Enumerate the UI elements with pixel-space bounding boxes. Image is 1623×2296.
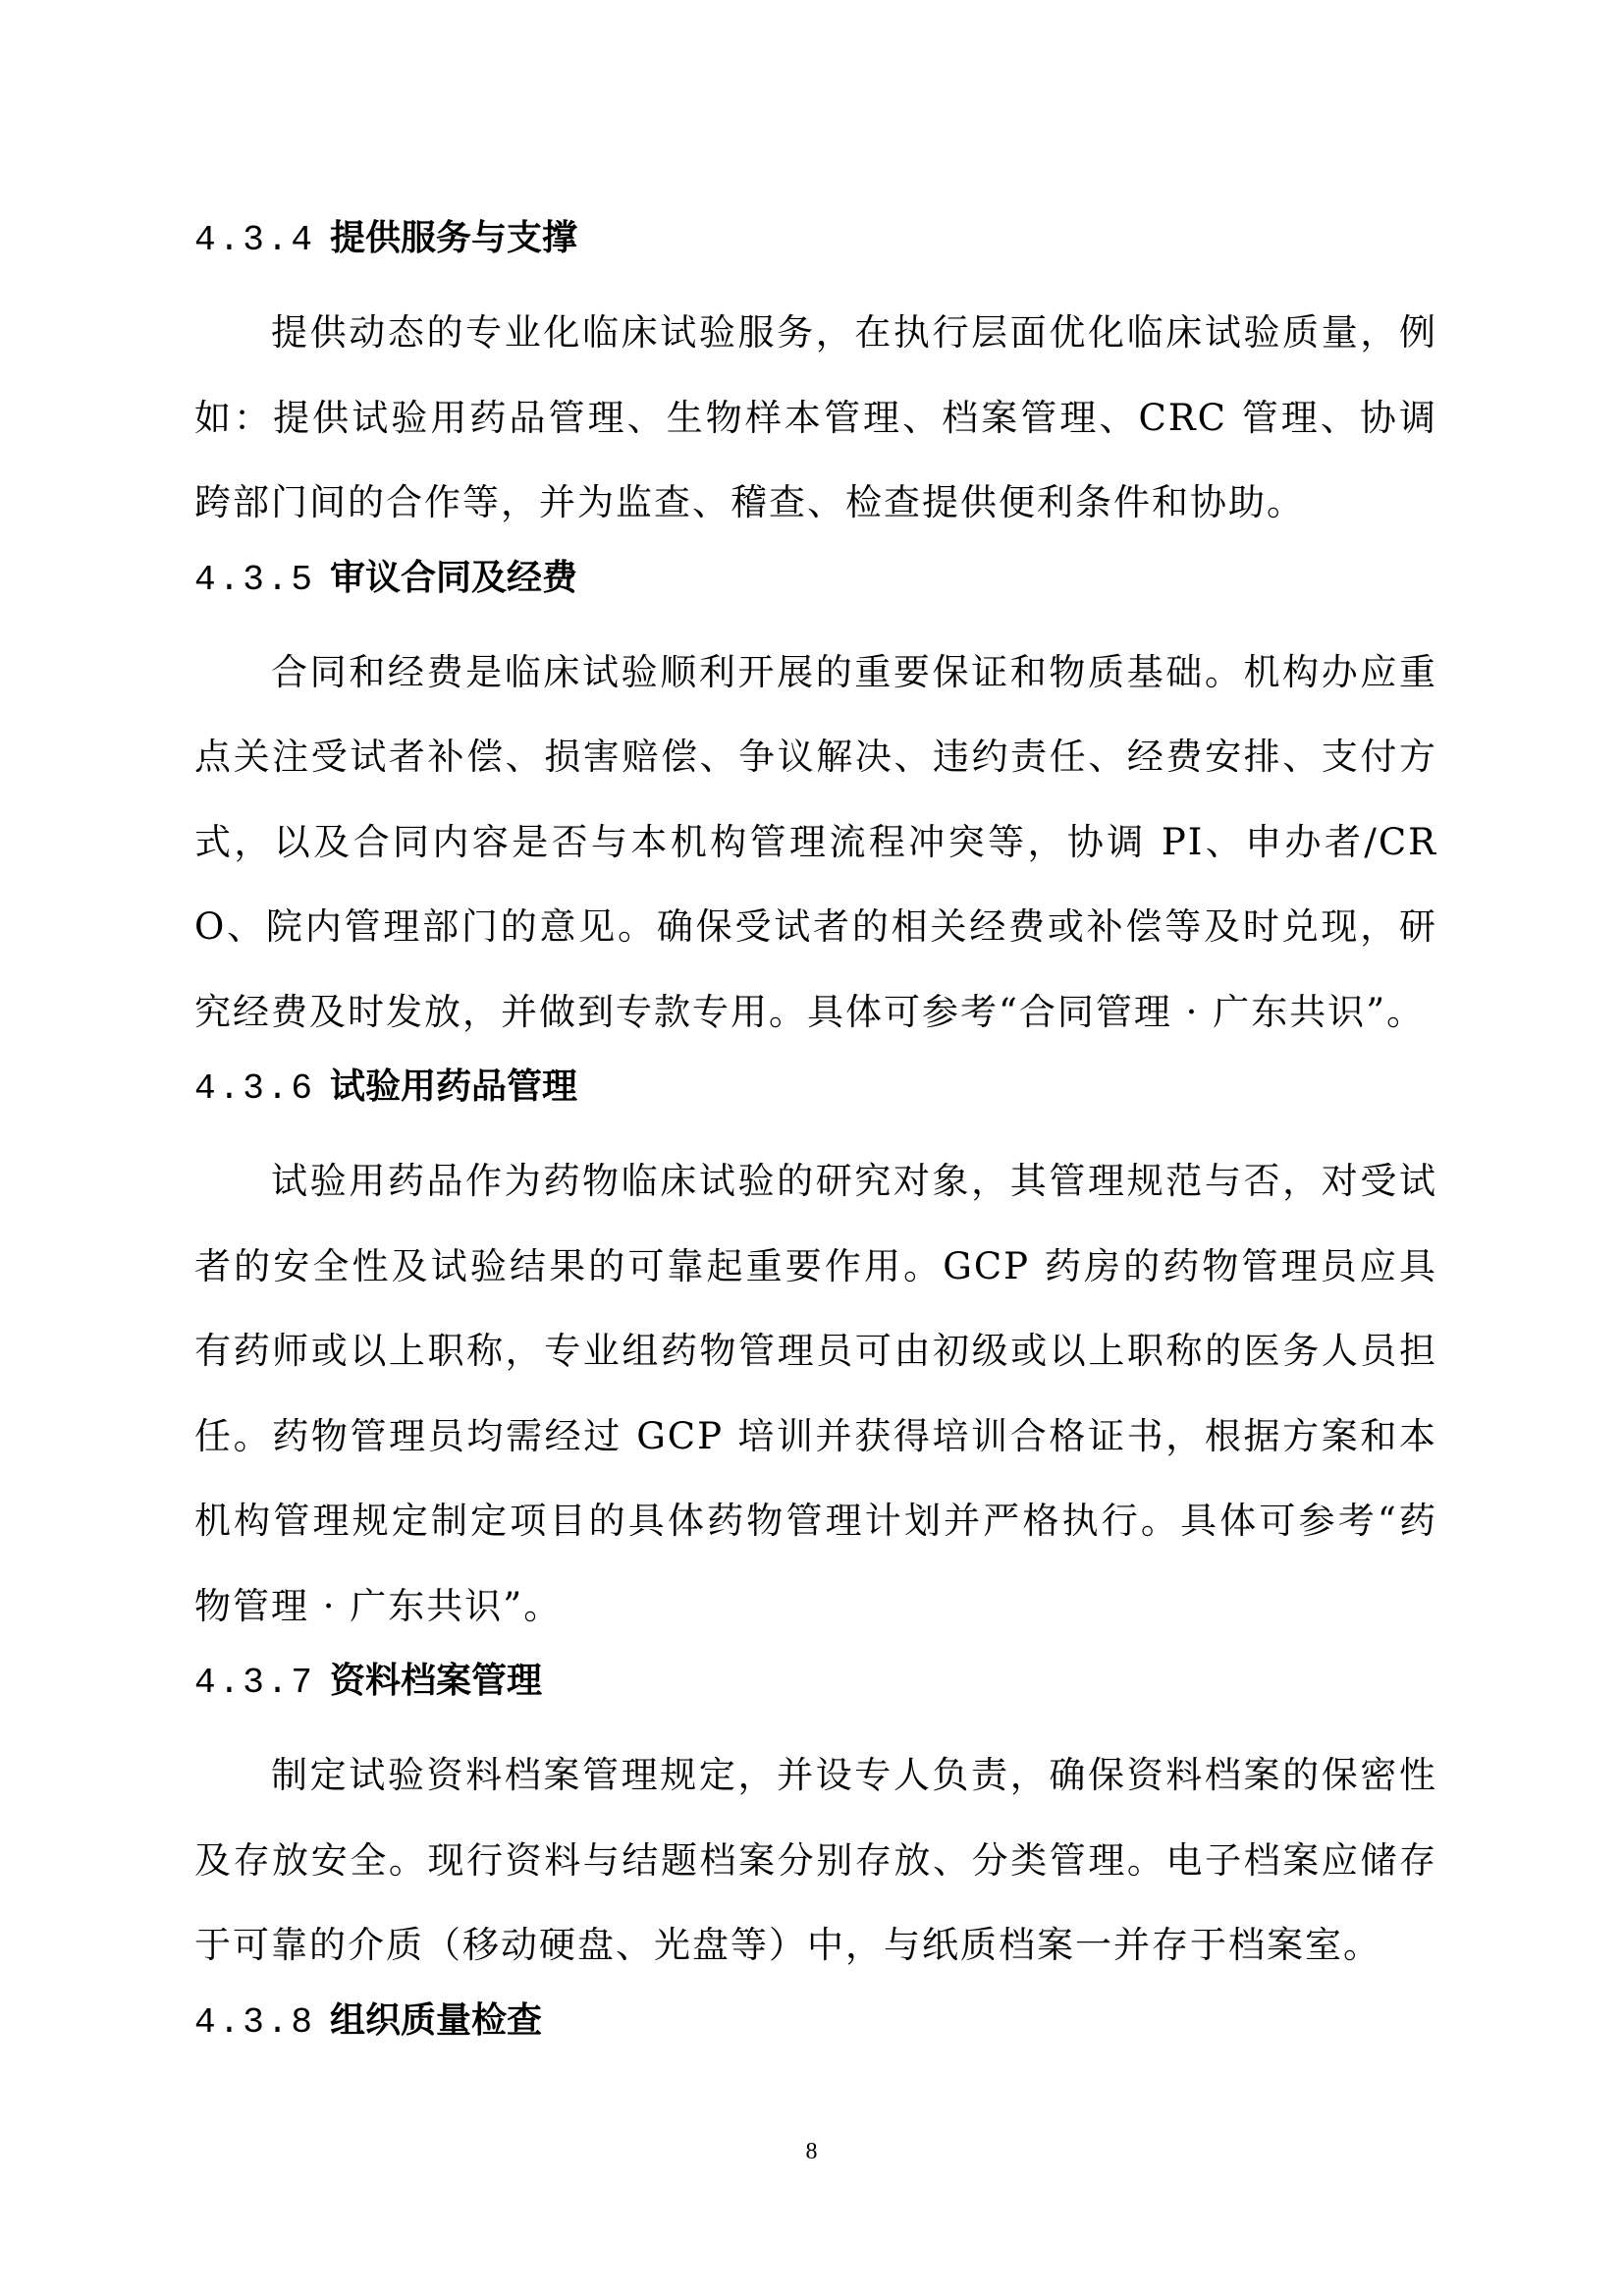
section-title: 提供服务与支撑 xyxy=(330,218,578,258)
section-title: 资料档案管理 xyxy=(330,1661,543,1701)
section-heading-4-3-4 xyxy=(194,206,1437,291)
section-title: 组织质量检查 xyxy=(330,1999,543,2041)
section-number: 4.3.8 xyxy=(194,2001,316,2043)
section-number: 4.3.6 xyxy=(194,1068,316,1109)
section-number: 4.3.5 xyxy=(194,559,316,600)
section-heading-4-3-6 xyxy=(194,1055,1437,1139)
section-number: 4.3.4 xyxy=(194,220,316,260)
section-heading-4-3-8 xyxy=(194,1989,1437,2073)
section-title: 审议合同及经费 xyxy=(330,557,578,598)
section-paragraph-4-3-4: 提供动态的专业化临床试验服务，在执行层面优化临床试验质量，例如：提供试验用药品管理、生物样本管理、档案管理、CRC 管理、协调跨部门间的合作等，并为监查、稽查、检查提供便利条件和协助。 xyxy=(194,311,1437,523)
page-number: 8 xyxy=(805,2139,818,2164)
section-paragraph-4-3-7: 制定试验资料档案管理规定，并设专人负责，确保资料档案的保密性及存放安全。现行资料与结题档案分别存放、分类管理。电子档案应储存于可靠的介质（移动硬盘、光盘等）中，与纸质档案一并存于档案室。 xyxy=(194,1754,1437,1966)
section-number: 4.3.7 xyxy=(194,1663,316,1703)
section-heading-4-3-7 xyxy=(194,1649,1437,1733)
section-title: 试验用药品管理 xyxy=(330,1066,578,1107)
section-paragraph-4-3-5: 合同和经费是临床试验顺利开展的重要保证和物质基础。机构办应重点关注受试者补偿、损害赔偿、争议解决、违约责任、经费安排、支付方式，以及合同内容是否与本机构管理流程冲突等，协调 PI、申办者/CRO、院内管理部门的意见。确保受试者的相关经费或补偿等及时兑现，研究经费及时发放，并做到专款专用。具体可参考“合同管理 · 广东共识”。 xyxy=(194,650,1437,1033)
section-heading-4-3-5 xyxy=(194,546,1437,630)
section-paragraph-4-3-6: 试验用药品作为药物临床试验的研究对象，其管理规范与否，对受试者的安全性及试验结果的可靠起重要作用。GCP 药房的药物管理员应具有药师或以上职称，专业组药物管理员可由初级或以上职称的医务人员担任。药物管理员均需经过 GCP 培训并获得培训合格证书，根据方案和本机构管理规定制定项目的具体药物管理计划并严格执行。具体可参考“药物管理 · 广东共识”。 xyxy=(194,1160,1437,1627)
page-content xyxy=(194,206,1437,2073)
